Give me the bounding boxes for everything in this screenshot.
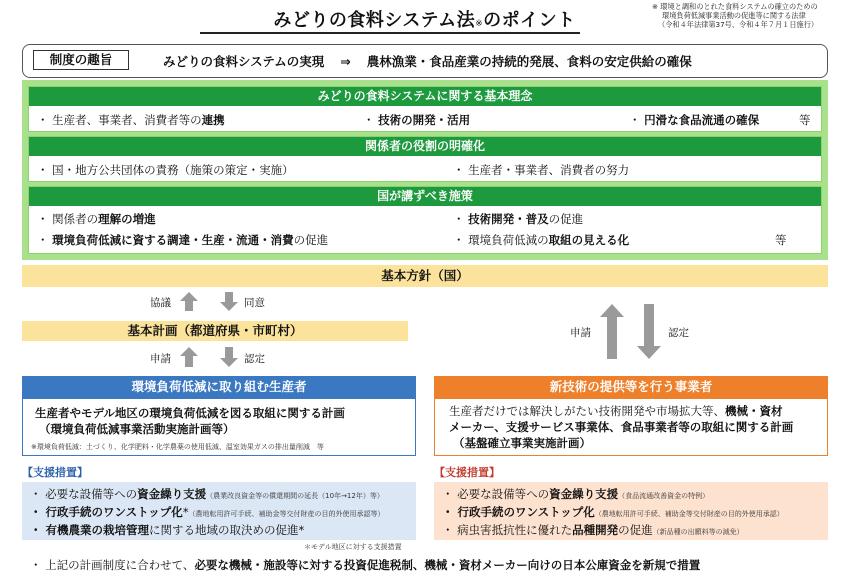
producer-panel-body <box>22 398 416 456</box>
purpose-right: 農林漁業・食品産業の持続的発展、食料の安定供給の確保 <box>366 54 692 69</box>
apply-right-up-arrow-icon <box>600 304 624 359</box>
bottom-statement: ・ 上記の計画制度に合わせて、必要な機械・施設等に対する投資促進税制、機械・資材メーカー向けの日本公庫資金を新規で措置 <box>30 558 701 572</box>
law-note-line1: ※ 環境と調和のとれた食料システムの確立のための <box>652 2 818 11</box>
consult-up-arrow-icon <box>180 292 198 311</box>
consult-label: 協議 <box>150 297 171 309</box>
measure-etc: 等 <box>775 233 787 247</box>
producer-plan-line2: （環境負荷低減事業活動実施計画等） <box>39 422 235 436</box>
producer-plan-line1: 生産者やモデル地区の環境負荷低減を図る取組に関する計画 <box>35 406 345 420</box>
business-plan-line2: メーカー、支援サービス事業体、食品事業者等の取組に関する計画 <box>449 420 794 434</box>
business-support-3: ・ 病虫害抵抗性に優れた品種開発の促進（新品種の出願料等の減免） <box>442 523 744 537</box>
measures-section <box>28 186 822 254</box>
business-plan-line3: （基盤確立事業実施計画） <box>453 436 591 450</box>
roles-section <box>28 136 822 182</box>
basic-policy-bar: 基本方針（国） <box>22 265 828 287</box>
principles-head: みどりの食料システムに関する基本理念 <box>29 87 821 106</box>
principle-etc: 等 <box>799 113 811 127</box>
purpose-left: みどりの食料システムの実現 <box>163 54 325 69</box>
principles-section <box>28 86 822 132</box>
producer-support-box <box>22 482 416 540</box>
principle-item-1: ・ 生産者、事業者、消費者等の連携 <box>37 113 225 127</box>
law-note <box>652 2 847 29</box>
producer-support-1: ・ 必要な設備等への資金繰り支援（農業改良資金等の償還期間の延長（10年→12年）等） <box>30 487 384 501</box>
certify-right-down-arrow-icon <box>637 304 661 359</box>
agree-down-arrow-icon <box>220 292 238 311</box>
business-panel-head: 新技術の提供等を行う事業者 <box>434 376 828 398</box>
producer-panel-note: ※環境負荷低減：土づくり、化学肥料・化学農薬の使用低減、温室効果ガスの排出量削減 等 <box>31 443 324 451</box>
basic-plan-bar: 基本計画（都道府県・市町村） <box>22 321 408 341</box>
measure-item-4: ・ 環境負荷低減の取組の見える化 <box>453 233 630 247</box>
business-support-1: ・ 必要な設備等への資金繰り支援（食品流通改善資金の特例） <box>442 487 710 501</box>
roles-head: 関係者の役割の明確化 <box>29 137 821 156</box>
agree-label: 同意 <box>244 297 265 309</box>
purpose-tag: 制度の趣旨 <box>33 50 129 70</box>
purpose-box <box>22 44 828 78</box>
business-panel-body <box>434 398 828 456</box>
law-note-line3: （令和４年法律第37号、令和４年７月１日施行） <box>658 20 819 29</box>
measure-item-2: ・ 技術開発・普及の促進 <box>453 212 584 226</box>
support-label-right: 【支援措置】 <box>434 466 500 479</box>
producer-support-2: ・ 行政手続のワンストップ化*（農地転用許可手続、補助金等交付財産の目的外使用承認等） <box>30 505 385 519</box>
model-district-note: ＊モデル地区に対する支援措置 <box>304 543 402 551</box>
law-note-line2: 環境負荷低減事業活動の促進等に関する法律 <box>662 11 806 20</box>
business-plan-line1: 生産者だけでは解決しがたい技術開発や市場拡大等、機械・資材 <box>449 404 783 418</box>
apply-up-arrow-icon <box>180 347 198 367</box>
purpose-statement <box>163 52 692 70</box>
measure-item-1: ・ 関係者の理解の増進 <box>37 212 156 226</box>
purpose-arrow: ⇒ <box>340 54 351 69</box>
title-suffix: のポイント <box>483 10 576 31</box>
certify-label-left: 認定 <box>244 353 265 365</box>
measure-item-3: ・ 環境負荷低減に資する調達・生産・流通・消費の促進 <box>37 233 329 247</box>
measures-head: 国が講ずべき施策 <box>29 187 821 206</box>
apply-label-right: 申請 <box>570 327 591 339</box>
title-note-mark: ※ <box>475 19 484 29</box>
title-underline <box>200 32 580 34</box>
business-support-box <box>434 482 828 540</box>
producer-panel-head: 環境負荷低減に取り組む生産者 <box>22 376 416 398</box>
business-support-2: ・ 行政手続のワンストップ化（農地転用許可手続、補助金等交付財産の目的外使用承認） <box>442 505 784 519</box>
support-label-left: 【支援措置】 <box>22 466 88 479</box>
certify-down-arrow-icon <box>220 347 238 367</box>
producer-support-3: ・ 有機農業の栽培管理に関する地域の取決めの促進* <box>30 523 305 537</box>
role-item-1: ・ 国・地方公共団体の責務（施策の策定・実施） <box>37 163 294 177</box>
certify-label-right: 認定 <box>668 327 689 339</box>
principle-item-2: ・ 技術の開発・活用 <box>363 113 471 127</box>
principles-region <box>22 80 828 260</box>
principle-item-3: ・ 円滑な食品流通の確保 <box>629 113 760 127</box>
title-main: みどりの食料システム法 <box>273 10 476 31</box>
role-item-2: ・ 生産者・事業者、消費者の努力 <box>453 163 630 177</box>
apply-label-left: 申請 <box>150 353 171 365</box>
